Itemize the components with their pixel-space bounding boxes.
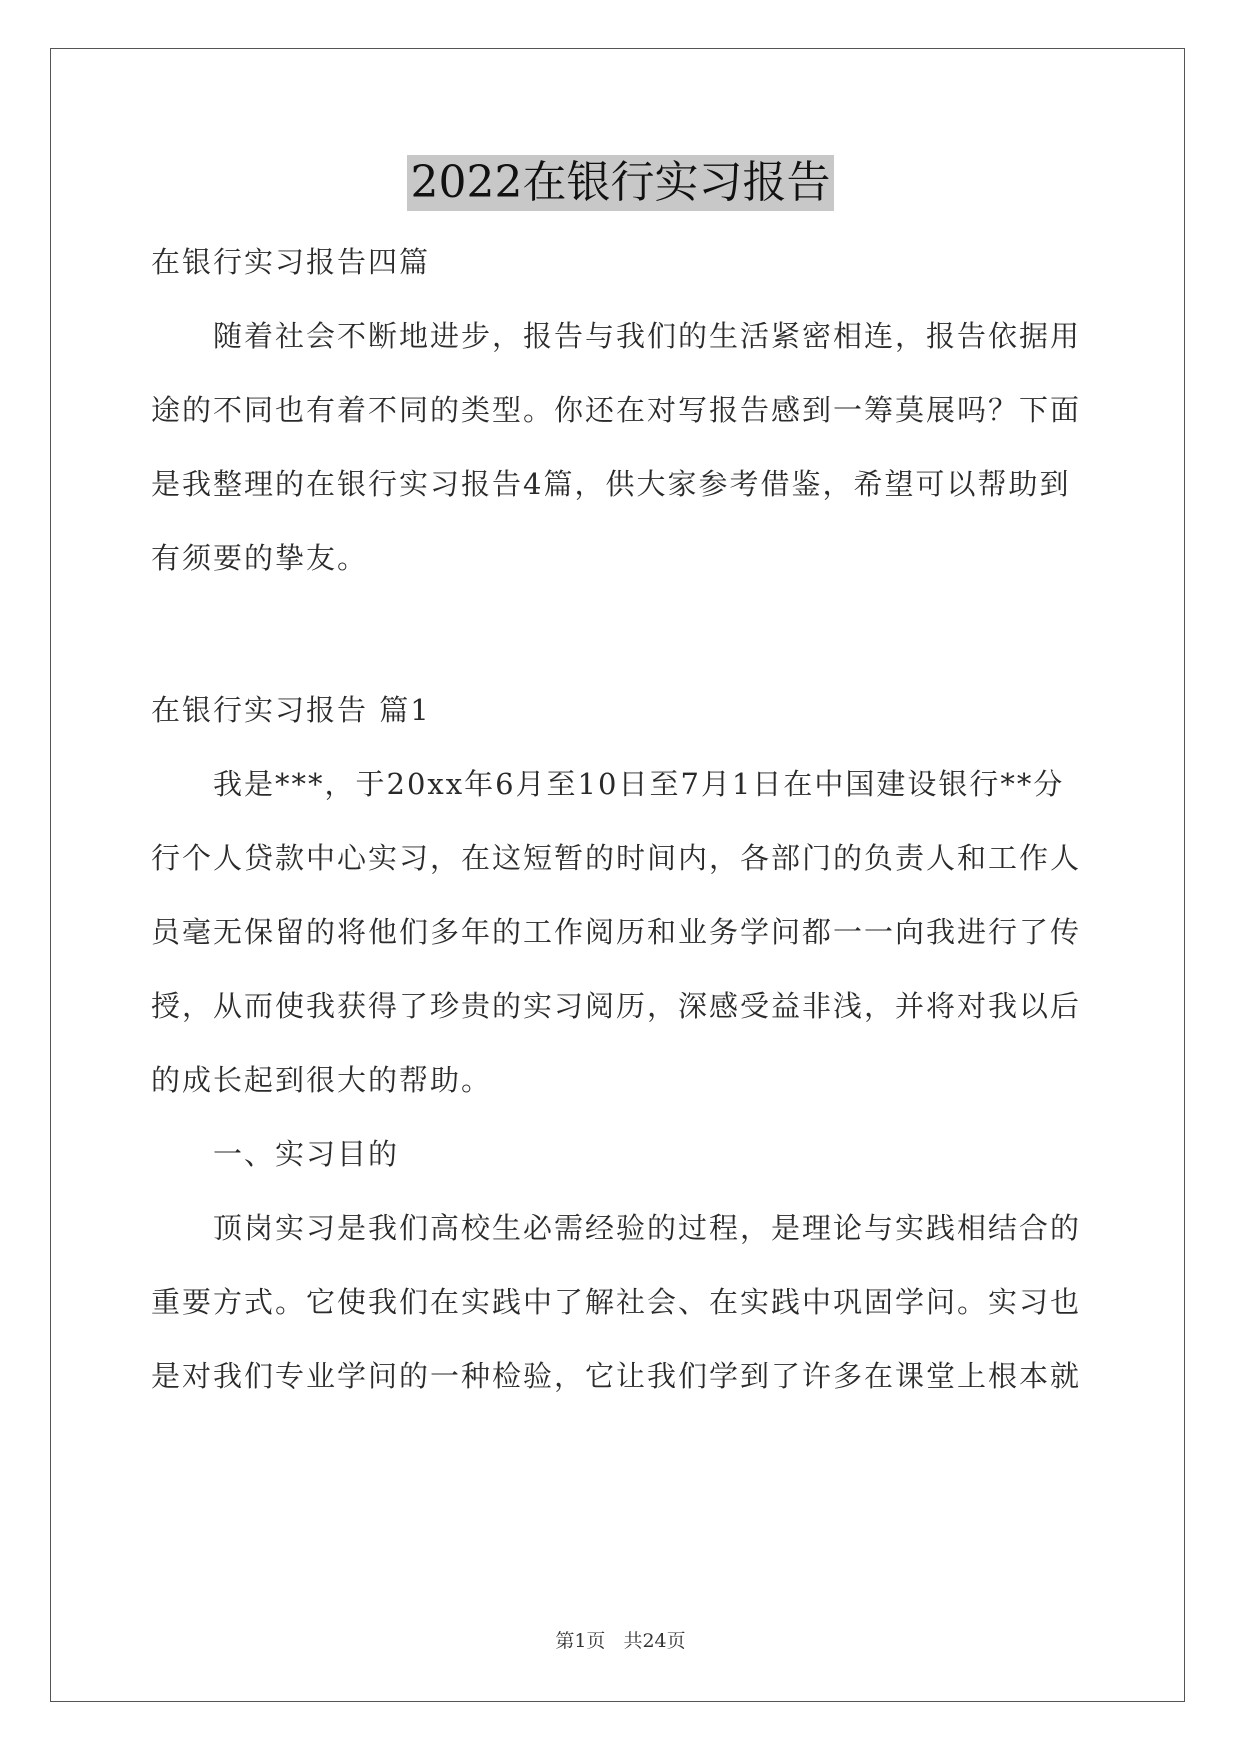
paragraph-line: 授，从而使我获得了珍贵的实习阅历，深感受益非浅，并将对我以后 (151, 989, 1082, 1023)
paragraph-line: 我是***，于20xx年6月至10日至7月1日在中国建设银行**分 (213, 767, 1065, 801)
sub-heading: 一、实习目的 (213, 1137, 400, 1171)
paragraph-line: 是对我们专业学问的一种检验，它让我们学到了许多在课堂上根本就 (151, 1359, 1082, 1393)
paragraph-line: 行个人贷款中心实习，在这短暂的时间内，各部门的负责人和工作人 (151, 841, 1082, 875)
section-heading: 在银行实习报告 篇1 (151, 693, 431, 727)
intro-line: 随着社会不断地进步，报告与我们的生活紧密相连，报告依据用 (213, 319, 1082, 353)
page-number: 第1页 (555, 1630, 606, 1652)
paragraph-line: 顶岗实习是我们高校生必需经验的过程，是理论与实践相结合的 (213, 1211, 1082, 1245)
intro-line: 是我整理的在银行实习报告4篇，供大家参考借鉴，希望可以帮助到 (151, 467, 1071, 501)
page-total: 共24页 (623, 1630, 686, 1652)
paragraph-line: 员毫无保留的将他们多年的工作阅历和业务学问都一一向我进行了传 (151, 915, 1082, 949)
document-subtitle: 在银行实习报告四篇 (151, 245, 431, 279)
title-wrap (0, 155, 1241, 211)
intro-line: 有须要的挚友。 (151, 541, 369, 575)
paragraph-line: 的成长起到很大的帮助。 (151, 1063, 493, 1097)
page-footer (0, 1626, 1241, 1653)
document-title: 2022在银行实习报告 (407, 155, 835, 211)
intro-line: 途的不同也有着不同的类型。你还在对写报告感到一筹莫展吗？下面 (151, 393, 1082, 427)
paragraph-line: 重要方式。它使我们在实践中了解社会、在实践中巩固学问。实习也 (151, 1285, 1082, 1319)
